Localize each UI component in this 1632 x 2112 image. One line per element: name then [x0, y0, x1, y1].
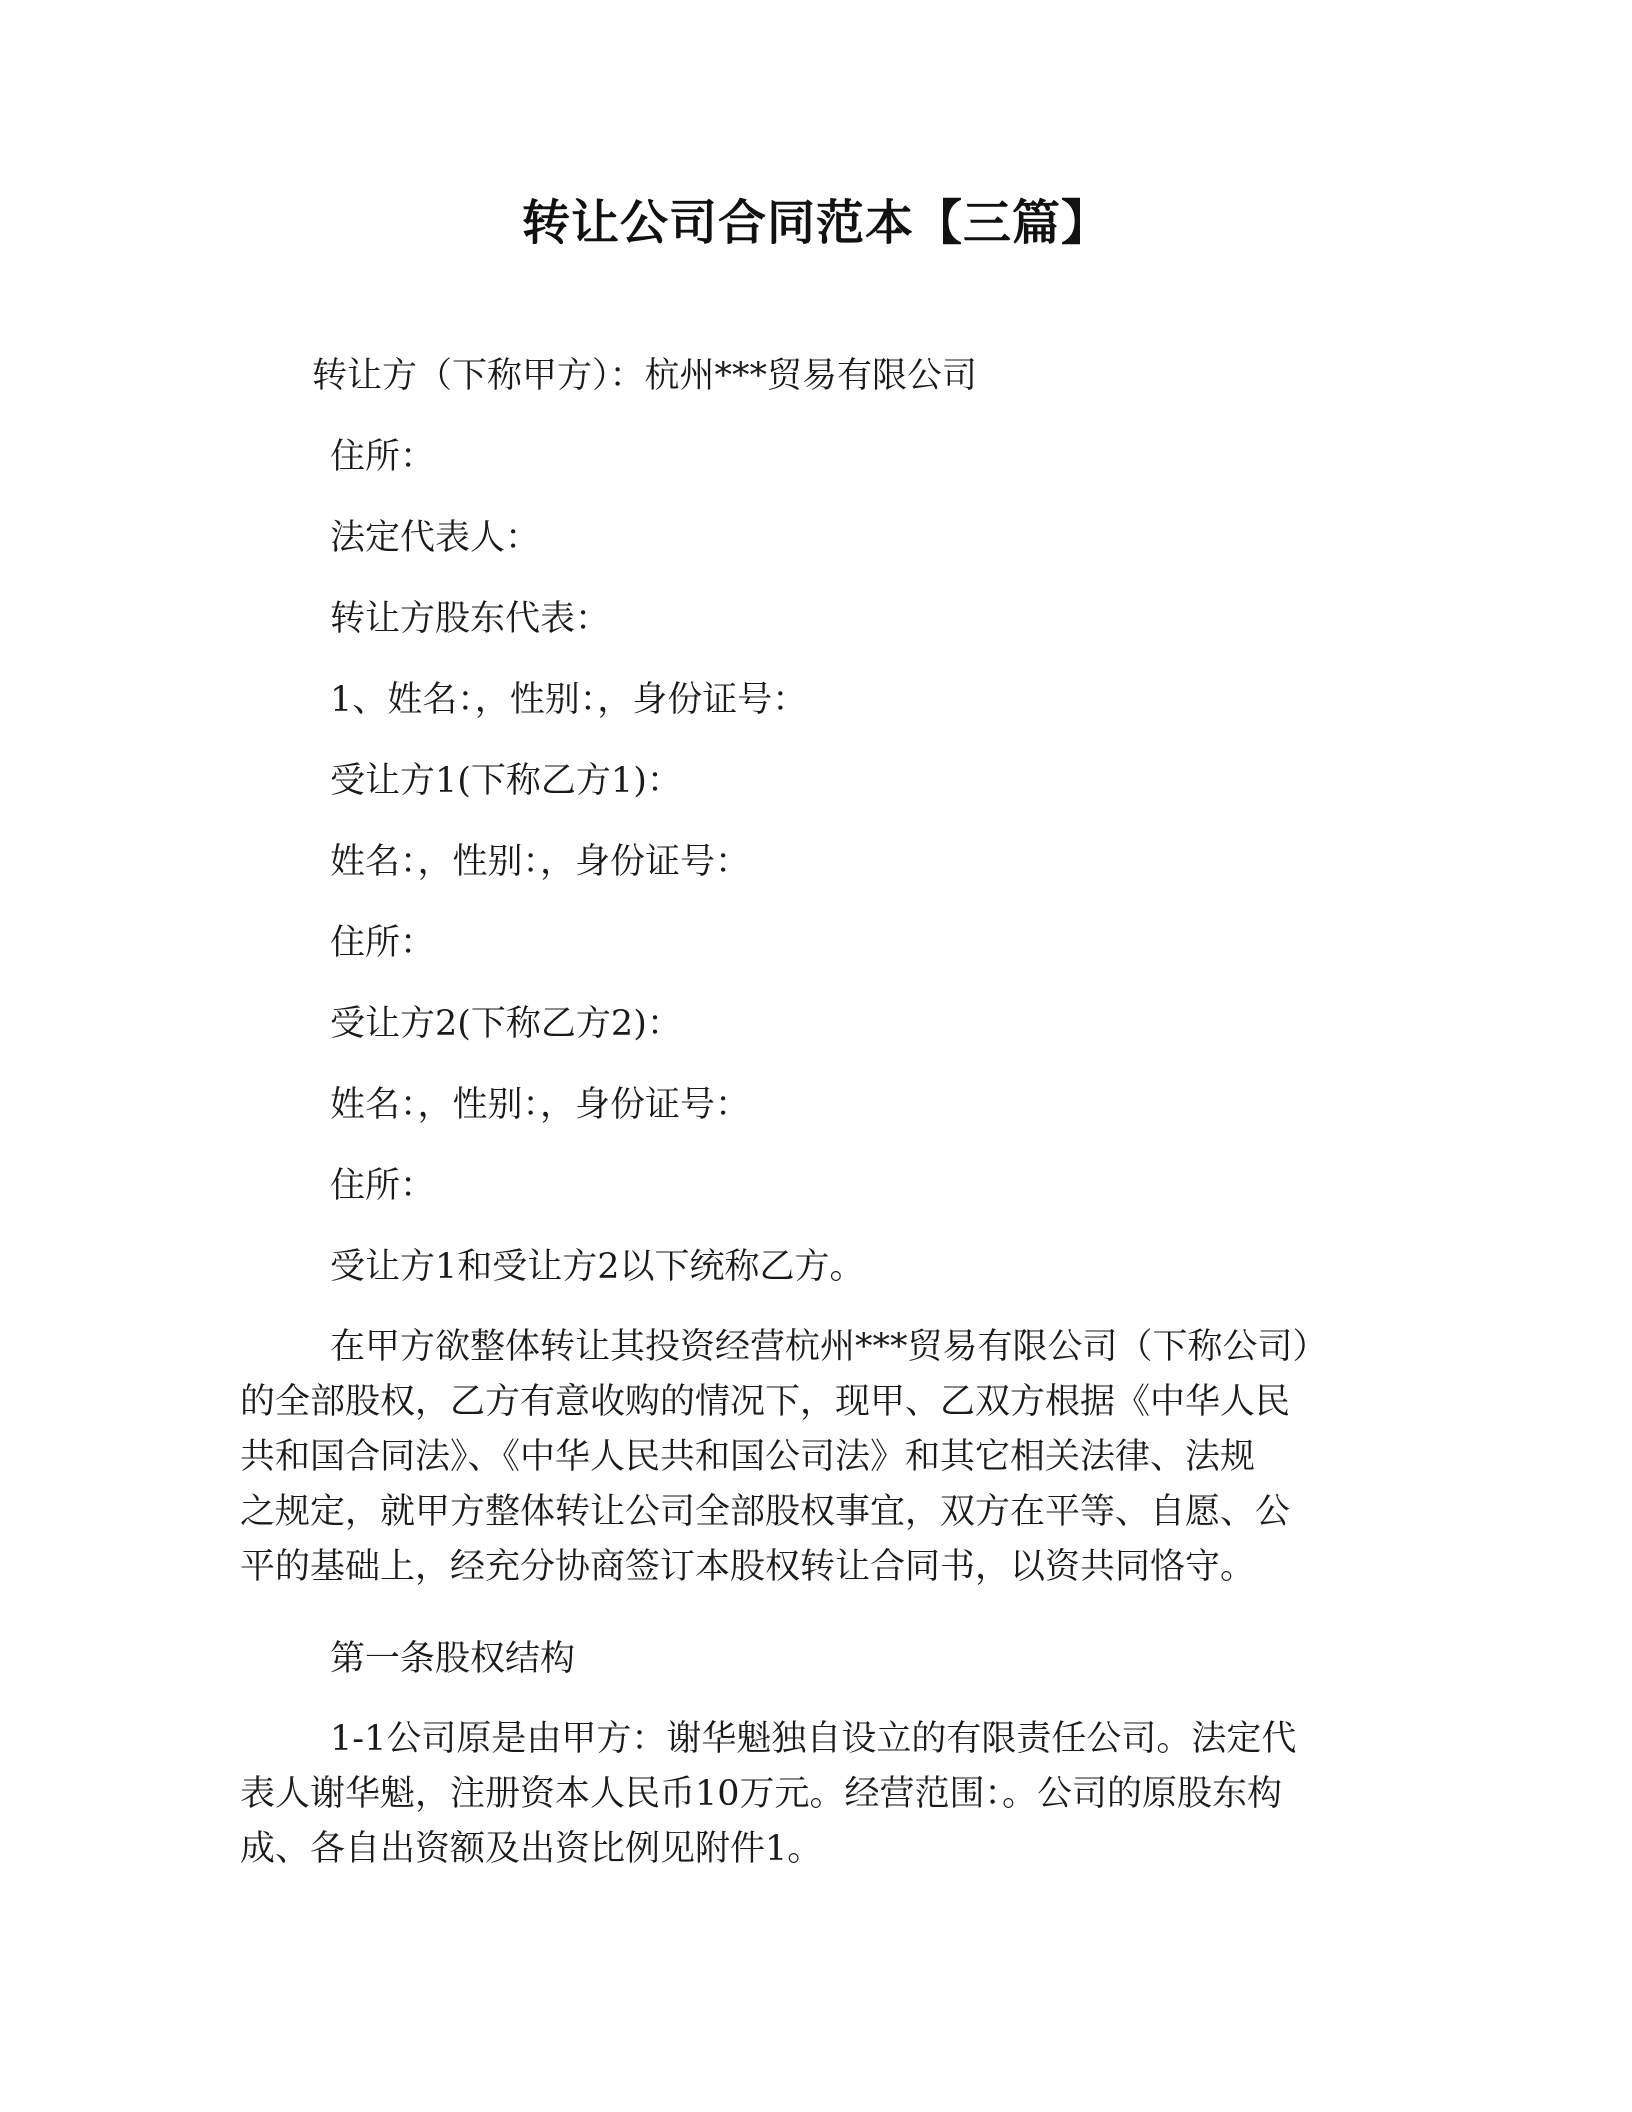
- intro-paragraph-line: 共和国合同法》、《中华人民共和国公司法》和其它相关法律、法规: [240, 1437, 1256, 1477]
- intro-paragraph: [240, 1320, 1380, 1595]
- transferee-2-address-line: 住所：: [330, 1166, 436, 1206]
- transferee-1-address-line: 住所：: [330, 923, 436, 963]
- transferees-collective-line: 受让方1和受让方2以下统称乙方。: [330, 1247, 865, 1287]
- article-1-heading: 第一条股权结构: [330, 1639, 576, 1679]
- transferee-1-info-line: 姓名：，性别：，身份证号：: [330, 842, 751, 882]
- intro-paragraph-line: 的全部股权，乙方有意收购的情况下，现甲、乙双方根据《中华人民: [240, 1382, 1291, 1422]
- intro-paragraph-line: 之规定，就甲方整体转让公司全部股权事宜，双方在平等、自愿、公: [240, 1492, 1291, 1532]
- shareholder-1-info-line: 1、姓名：，性别：，身份证号：: [330, 680, 808, 720]
- clause-1-1-line: 表人谢华魁，注册资本人民币10万元。经营范围：。公司的原股东构: [240, 1774, 1283, 1814]
- clause-1-1-line: 成、各自出资额及出资比例见附件1。: [240, 1829, 823, 1869]
- clause-1-1-paragraph: [240, 1712, 1380, 1877]
- transferor-line: 转让方（下称甲方）：杭州***贸易有限公司: [312, 356, 978, 396]
- transferee-1-line: 受让方1(下称乙方1)：: [330, 761, 682, 801]
- legal-representative-line: 法定代表人：: [330, 518, 541, 558]
- transferee-2-line: 受让方2(下称乙方2)：: [330, 1004, 682, 1044]
- transferor-address-line: 住所：: [330, 437, 436, 477]
- intro-paragraph-line: 在甲方欲整体转让其投资经营杭州***贸易有限公司（下称公司）: [330, 1327, 1328, 1367]
- clause-1-1-line: 1-1公司原是由甲方：谢华魁独自设立的有限责任公司。法定代: [330, 1719, 1297, 1759]
- transferee-2-info-line: 姓名：，性别：，身份证号：: [330, 1085, 751, 1125]
- intro-paragraph-line: 平的基础上，经充分协商签订本股权转让合同书，以资共同恪守。: [240, 1547, 1256, 1587]
- document-title: 转让公司合同范本【三篇】: [521, 195, 1110, 251]
- shareholder-representative-line: 转让方股东代表：: [330, 599, 611, 639]
